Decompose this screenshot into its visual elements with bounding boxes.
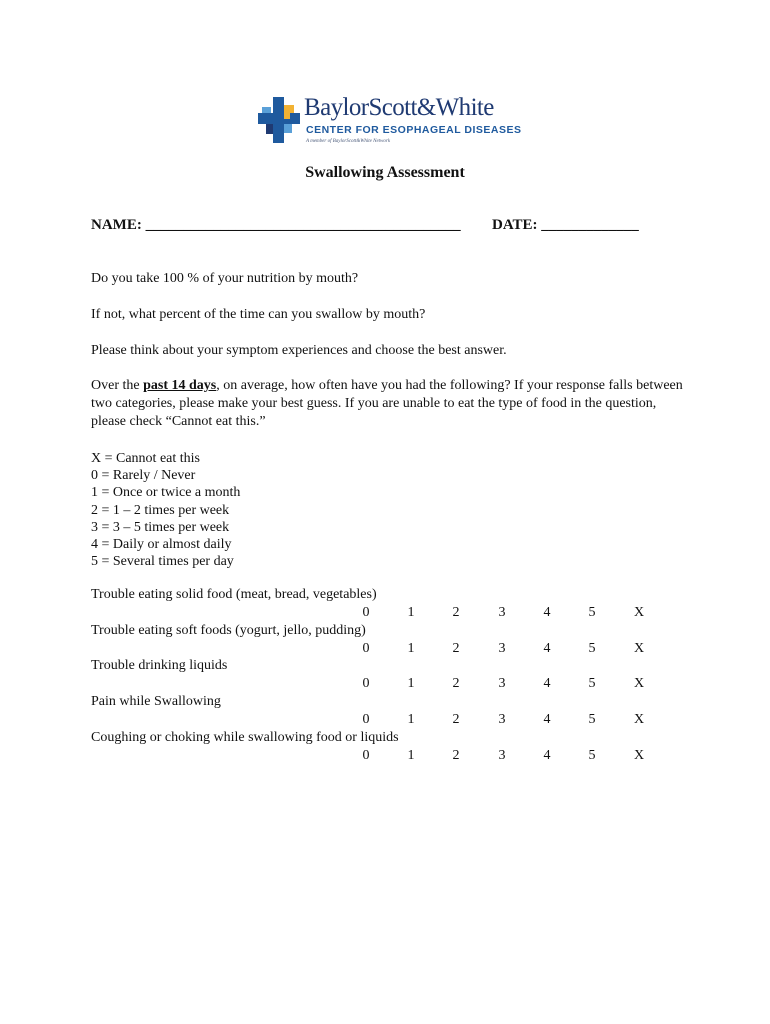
- legend-item: 1 = Once or twice a month: [91, 485, 241, 501]
- option-2[interactable]: 2: [452, 676, 460, 691]
- option-4[interactable]: 4: [543, 748, 551, 763]
- option-1[interactable]: 1: [407, 712, 415, 727]
- question-drinking-liquids: Trouble drinking liquids: [91, 658, 228, 673]
- option-2[interactable]: 2: [452, 641, 460, 656]
- name-field[interactable]: NAME: __________________________________________: [91, 217, 461, 233]
- option-1[interactable]: 1: [407, 748, 415, 763]
- option-3[interactable]: 3: [498, 712, 506, 727]
- baylor-scott-white-logo: [258, 94, 528, 153]
- option-1[interactable]: 1: [407, 605, 415, 620]
- instruction-prefix: Over the: [91, 378, 144, 393]
- logo-brand-name: BaylorScott&White: [304, 94, 494, 121]
- legend-item: X = Cannot eat this: [91, 451, 200, 466]
- past-14-days-emphasis: past 14 days: [143, 378, 217, 393]
- option-4[interactable]: 4: [543, 712, 551, 727]
- legend-item: 4 = Daily or almost daily: [91, 537, 232, 553]
- date-field[interactable]: DATE: _____________: [492, 217, 639, 233]
- option-0[interactable]: 0: [362, 676, 370, 691]
- scale-legend: [91, 450, 240, 570]
- instruction-paragraph: [91, 377, 691, 431]
- option-2[interactable]: 2: [452, 605, 460, 620]
- option-1[interactable]: 1: [407, 676, 415, 691]
- option-5[interactable]: 5: [588, 748, 596, 763]
- option-0[interactable]: 0: [362, 641, 370, 656]
- legend-item: 0 = Rarely / Never: [91, 468, 196, 484]
- question-pain-swallowing: Pain while Swallowing: [91, 694, 221, 709]
- option-x[interactable]: X: [633, 712, 645, 727]
- option-3[interactable]: 3: [498, 676, 506, 691]
- option-0[interactable]: 0: [362, 748, 370, 763]
- legend-item: 2 = 1 – 2 times per week: [91, 502, 230, 518]
- option-4[interactable]: 4: [543, 605, 551, 620]
- option-x[interactable]: X: [633, 641, 645, 656]
- option-4[interactable]: 4: [543, 641, 551, 656]
- option-3[interactable]: 3: [498, 748, 506, 763]
- option-2[interactable]: 2: [452, 748, 460, 763]
- question-solid-food: Trouble eating solid food (meat, bread, vegetables): [91, 587, 377, 602]
- option-3[interactable]: 3: [498, 641, 506, 656]
- instruction-rest: , on average, how often have you had the following? If your response falls between two categories, please make your best guess. If you are unable to eat the type of food in the question, please check “Cannot eat this.”: [91, 378, 683, 429]
- option-3[interactable]: 3: [498, 605, 506, 620]
- cross-logo-icon: [258, 97, 302, 143]
- legend-item: 3 = 3 – 5 times per week: [91, 519, 230, 535]
- logo-subtitle: CENTER FOR ESOPHAGEAL DISEASES: [306, 124, 522, 136]
- option-1[interactable]: 1: [407, 641, 415, 656]
- question-nutrition: Do you take 100 % of your nutrition by mouth?: [91, 271, 359, 286]
- option-5[interactable]: 5: [588, 676, 596, 691]
- instruction-text: Please think about your symptom experiences and choose the best answer.: [91, 343, 507, 358]
- option-4[interactable]: 4: [543, 676, 551, 691]
- option-2[interactable]: 2: [452, 712, 460, 727]
- question-percent: If not, what percent of the time can you swallow by mouth?: [91, 307, 426, 322]
- option-0[interactable]: 0: [362, 605, 370, 620]
- question-coughing-choking: Coughing or choking while swallowing food or liquids: [91, 730, 399, 745]
- option-x[interactable]: X: [633, 748, 645, 763]
- option-x[interactable]: X: [633, 676, 645, 691]
- option-x[interactable]: X: [633, 605, 645, 620]
- option-0[interactable]: 0: [362, 712, 370, 727]
- option-5[interactable]: 5: [588, 641, 596, 656]
- page-title: Swallowing Assessment: [305, 164, 465, 181]
- option-5[interactable]: 5: [588, 712, 596, 727]
- question-soft-foods: Trouble eating soft foods (yogurt, jello, pudding): [91, 623, 366, 638]
- logo-tagline: A member of BaylorScott&White Network: [306, 139, 391, 144]
- legend-item: 5 = Several times per day: [91, 554, 234, 570]
- option-5[interactable]: 5: [588, 605, 596, 620]
